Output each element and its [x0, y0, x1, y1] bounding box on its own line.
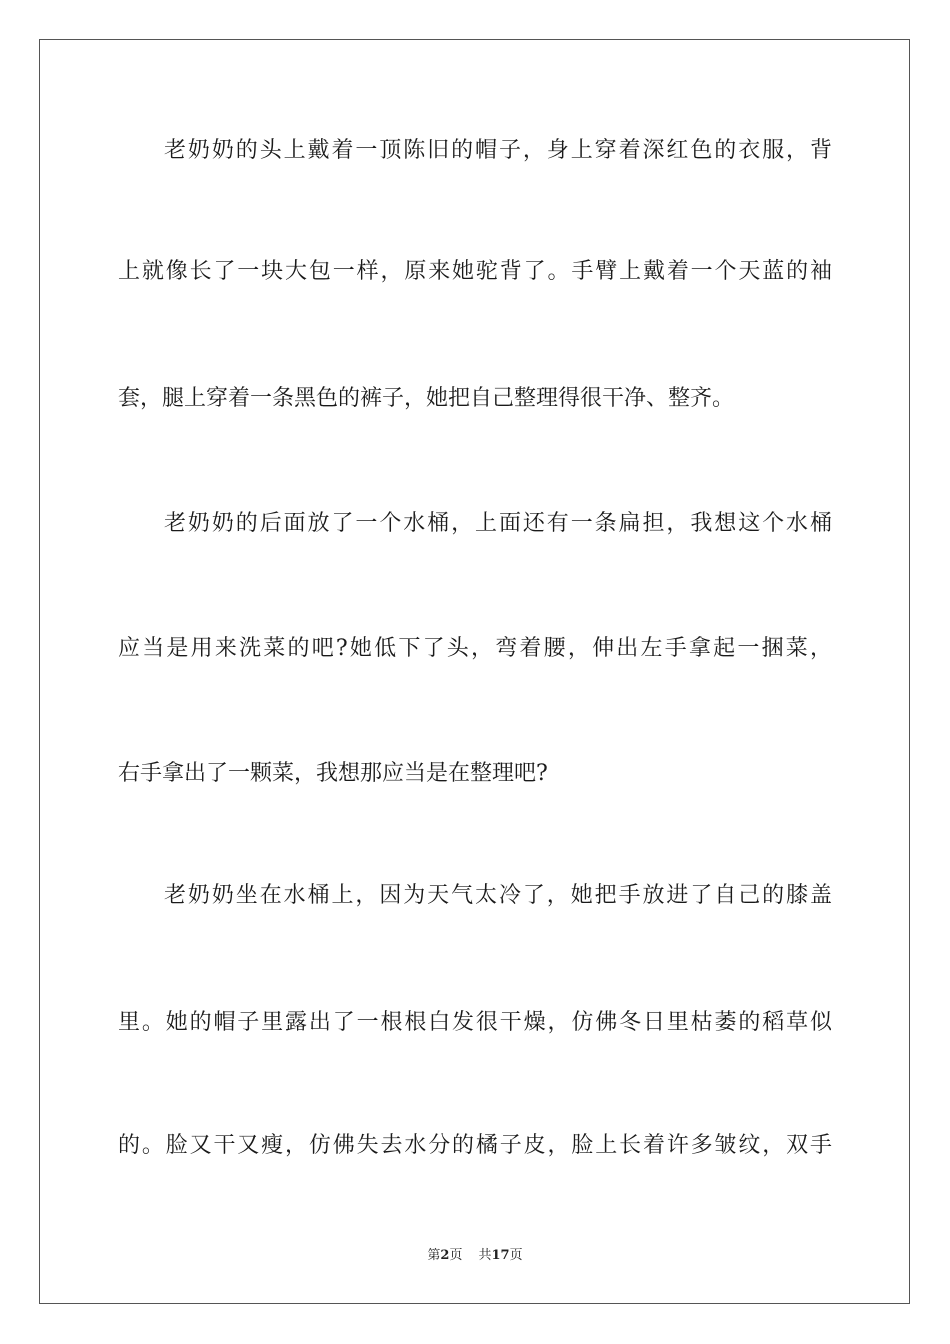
paragraph-2-line-2: 应当是用来洗菜的吧?她低下了头，弯着腰，伸出左手拿起一捆菜，	[118, 636, 832, 661]
paragraph-2-line-1: 老奶奶的后面放了一个水桶，上面还有一条扁担，我想这个水桶	[164, 511, 832, 536]
paragraph-1-line-2: 上就像长了一块大包一样，原来她驼背了。手臂上戴着一个天蓝的袖	[118, 259, 832, 284]
paragraph-3-line-2: 里。她的帽子里露出了一根根白发很干燥，仿佛冬日里枯萎的稻草似	[118, 1010, 832, 1035]
page-footer	[0, 1246, 950, 1266]
total-suffix: 页	[509, 1248, 523, 1263]
page-number: 2	[440, 1248, 450, 1263]
page-prefix: 第	[427, 1248, 441, 1263]
page-frame	[39, 39, 910, 1304]
paragraph-2-line-3: 右手拿出了一颗菜，我想那应当是在整理吧?	[118, 761, 548, 786]
paragraph-3-line-1: 老奶奶坐在水桶上，因为天气太冷了，她把手放进了自己的膝盖	[164, 883, 832, 908]
page-suffix: 页	[449, 1248, 463, 1263]
total-prefix: 共	[478, 1248, 492, 1263]
paragraph-1-line-3: 套，腿上穿着一条黑色的裤子，她把自己整理得很干净、整齐。	[118, 386, 735, 411]
paragraph-1-line-1: 老奶奶的头上戴着一顶陈旧的帽子，身上穿着深红色的衣服，背	[164, 138, 832, 163]
paragraph-3-line-3: 的。脸又干又瘦，仿佛失去水分的橘子皮，脸上长着许多皱纹，双手	[118, 1133, 832, 1158]
total-pages: 17	[491, 1248, 510, 1263]
